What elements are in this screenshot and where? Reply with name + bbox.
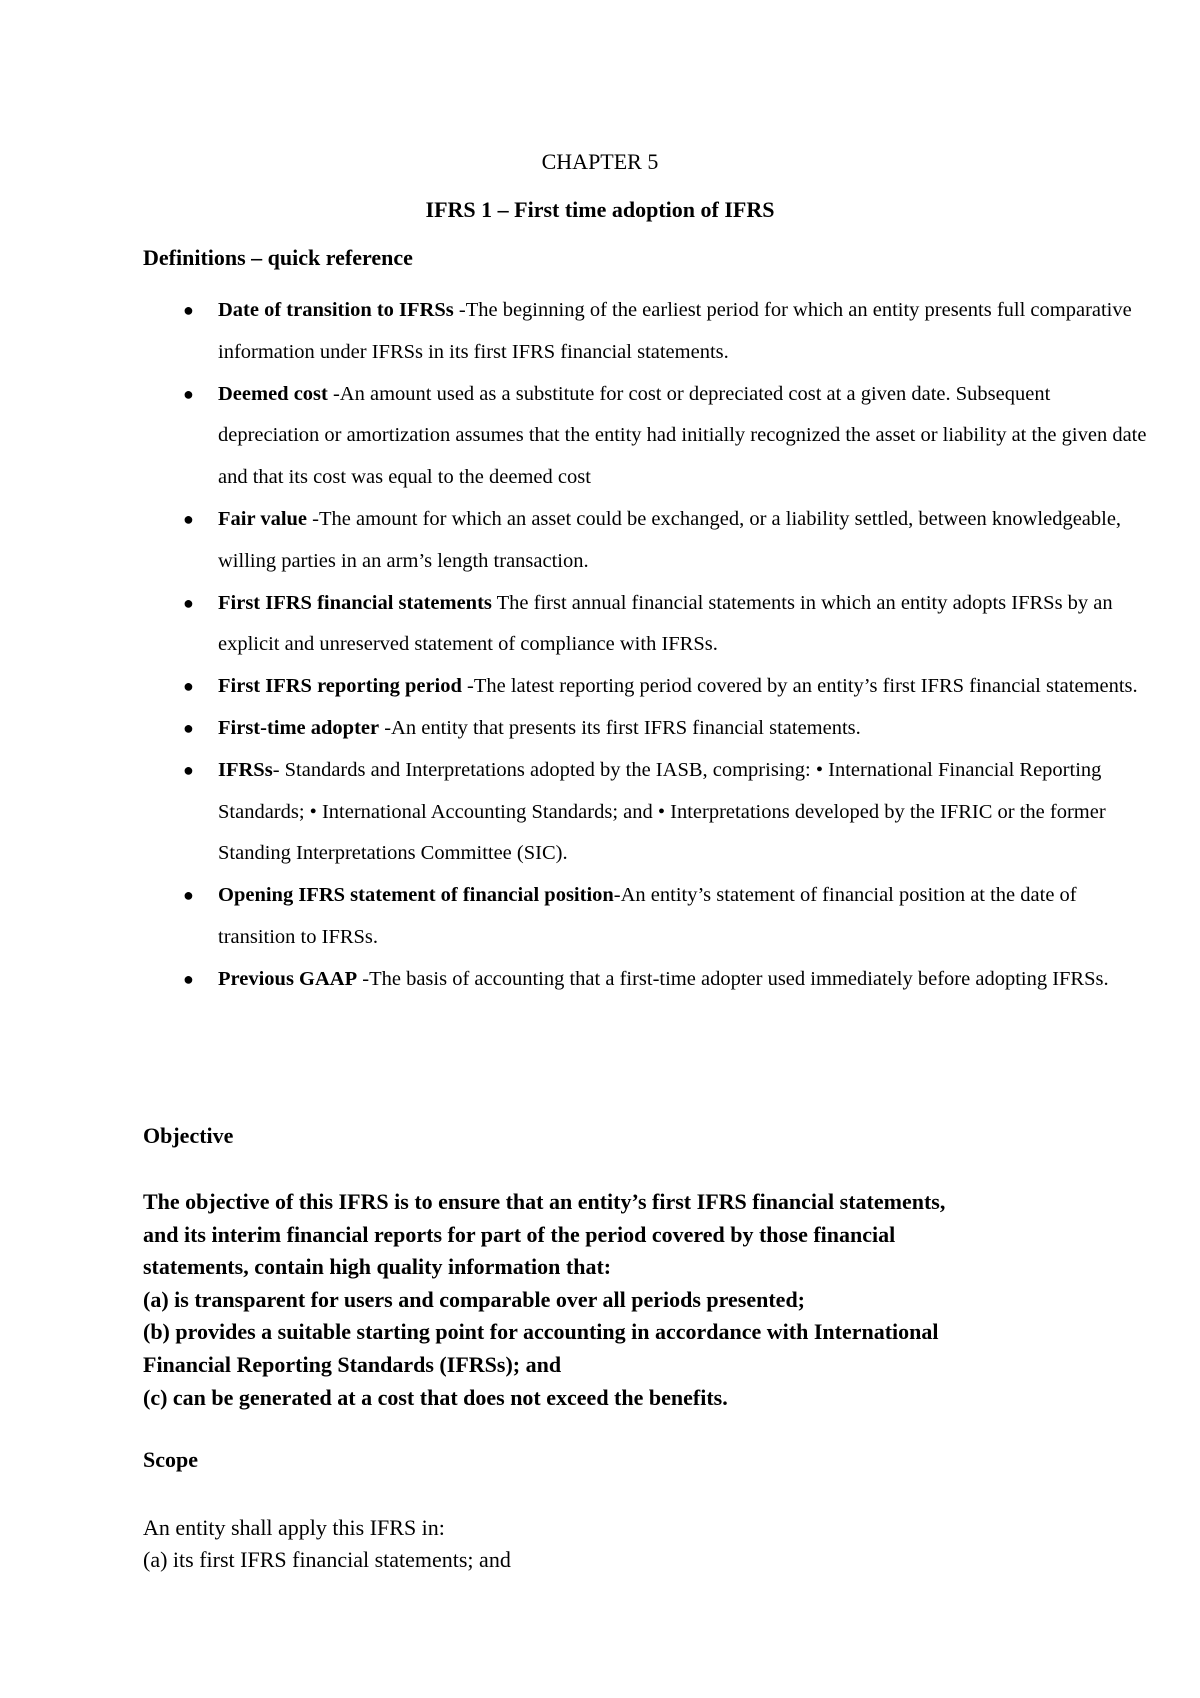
bullet-icon: ● [183,383,194,404]
definition-term: First IFRS financial statements [218,591,492,614]
definition-term: First IFRS reporting period [218,675,462,698]
scope-line: An entity shall apply this IFRS in: [143,1515,445,1540]
objective-line: (a) is transparent for users and comparable over all periods presented; [143,1286,806,1312]
definition-text: -The beginning of the earliest period for which an entity presents full comparative information under IFRSs in its first IFRS financial statements. [218,299,1132,363]
objective-paragraph [143,1186,1153,1414]
definition-item-fair-value [143,499,1153,583]
bullet-icon: ● [183,676,194,697]
definition-term: IFRSs [218,758,273,781]
definition-item-date-of-transition [143,290,1153,374]
definition-text: -The basis of accounting that a first-time adopter used immediately before adopting IFRSs. [357,967,1109,990]
bullet-icon: ● [183,508,194,529]
definition-text: -An entity’s statement of financial position at the date of transition to IFRSs. [218,884,1077,948]
definition-item-previous-gaap [143,959,1153,1001]
bullet-icon: ● [183,968,194,989]
definition-term: Date of transition to IFRSs [218,299,454,321]
definition-term: First-time adopter [218,716,380,739]
scope-line: (a) its first IFRS financial statements; and [143,1547,511,1572]
page-title: IFRS 1 – First time adoption of IFRS [425,197,775,222]
definition-term: Previous GAAP [218,967,358,990]
definition-item-first-time-adopter [143,708,1153,750]
definition-term: Deemed cost [218,382,328,405]
definitions-heading: Definitions – quick reference [143,245,413,270]
definition-text: -The latest reporting period covered by an entity’s first IFRS financial statements. [461,675,1138,698]
scope-heading: Scope [143,1447,198,1472]
objective-heading: Objective [143,1123,234,1148]
definition-text: -An entity that presents its first IFRS financial statements. [379,716,861,739]
objective-line: and its interim financial reports for part of the period covered by those financial [143,1221,896,1247]
objective-line: (b) provides a suitable starting point for accounting in accordance with International [143,1319,939,1345]
definition-item-first-ifrs-reporting-period [143,666,1153,708]
definition-term: Fair value [218,507,308,530]
objective-line: statements, contain high quality information that: [143,1254,612,1280]
bullet-icon: ● [183,592,194,613]
scope-paragraph [143,1512,1153,1576]
bullet-icon: ● [183,300,194,320]
definition-item-opening-ifrs-statement [143,875,1153,959]
definition-text: -The amount for which an asset could be exchanged, or a liability settled, between knowledgeable, willing parties in an arm’s length transaction. [218,507,1122,572]
definition-item-first-ifrs-financial-statements [143,583,1153,667]
definition-text: -An amount used as a substitute for cost or depreciated cost at a given date. Subsequent depreciation or amortization assumes that the entity had initially recognized the asset or liability at the given date and that its cost was equal to the deemed cost [218,382,1147,489]
objective-line: The objective of this IFRS is to ensure that an entity’s first IFRS financial statements, [143,1189,946,1214]
definitions-list [143,290,1153,1001]
chapter-label: CHAPTER 5 [541,149,659,174]
objective-line: (c) can be generated at a cost that does not exceed the benefits. [143,1384,728,1410]
bullet-icon: ● [183,759,194,780]
bullet-icon: ● [183,717,194,738]
definition-item-ifrss [143,750,1153,875]
definition-text: - Standards and Interpretations adopted by the IASB, comprising: • International Financial Reporting Standards; • International Accounting Standards; and • Interpretations developed by the IFRIC or the former Standing Interpretations Committee (SIC). [218,758,1106,865]
definition-term: Opening IFRS statement of financial position [218,884,614,907]
bullet-icon: ● [183,885,194,906]
definition-item-deemed-cost [143,374,1153,499]
definition-text: The first annual financial statements in which an entity adopts IFRSs by an explicit and unreserved statement of compliance with IFRSs. [218,591,1113,656]
objective-line: Financial Reporting Standards (IFRSs); and [143,1351,562,1377]
